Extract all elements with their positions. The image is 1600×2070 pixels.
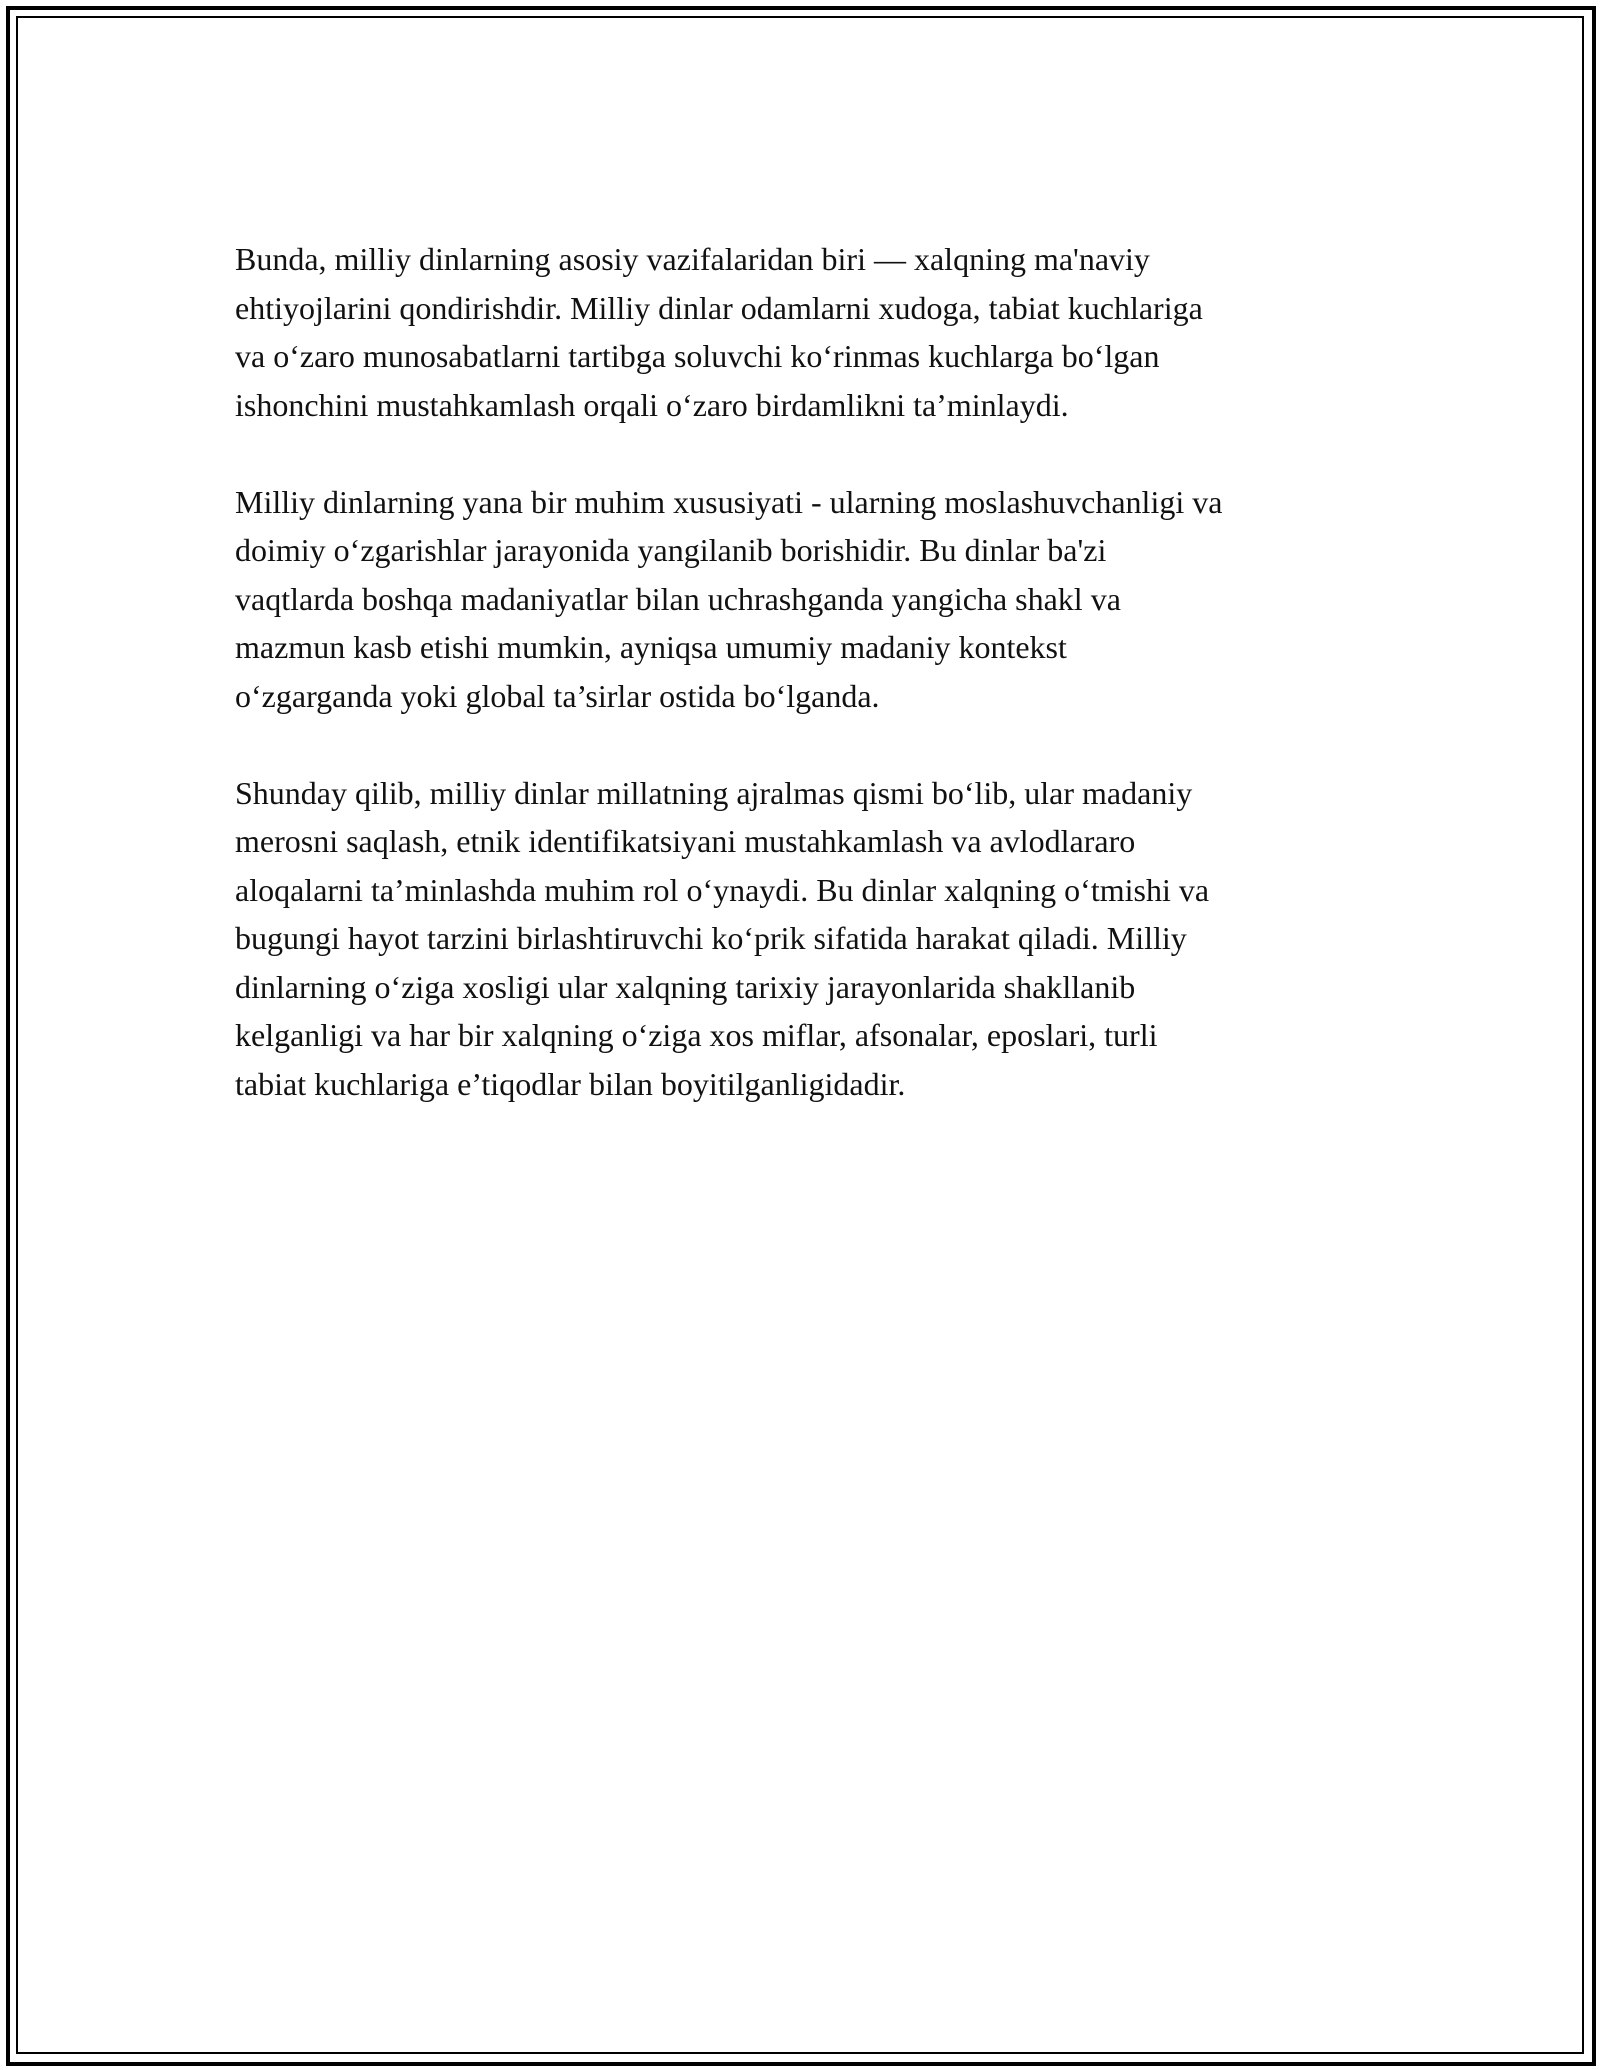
paragraph-2	[235, 478, 1395, 721]
paragraph-line: bugungi hayot tarzini birlashtiruvchi ko‘prik sifatida harakat qiladi. Milliy	[235, 920, 1187, 956]
paragraph-line: o‘zgarganda yoki global ta’sirlar ostida bo‘lganda.	[235, 677, 880, 714]
paragraph-line: kelganligi va har bir xalqning o‘ziga xos miflar, afsonalar, eposlari, turli	[235, 1017, 1158, 1053]
paragraph-line: merosni saqlash, etnik identifikatsiyani mustahkamlash va avlodlararo	[235, 823, 1136, 859]
paragraph-3	[235, 769, 1395, 1109]
paragraph-line: va o‘zaro munosabatlarni tartibga soluvchi ko‘rinmas kuchlarga bo‘lgan	[235, 338, 1160, 374]
paragraph-line: ishonchini mustahkamlash orqali o‘zaro birdamlikni ta’minlaydi.	[235, 386, 1069, 423]
document-body	[235, 235, 1395, 1157]
paragraph-line: ehtiyojlarini qondirishdir. Milliy dinlar odamlarni xudoga, tabiat kuchlariga	[235, 289, 1203, 326]
paragraph-line: vaqtlarda boshqa madaniyatlar bilan uchrashganda yangicha shakl va	[235, 580, 1121, 617]
paragraph-line: dinlarning o‘ziga xosligi ular xalqning tarixiy jarayonlarida shakllanib	[235, 968, 1136, 1005]
paragraph-line: aloqalarni ta’minlashda muhim rol o‘ynaydi. Bu dinlar xalqning o‘tmishi va	[235, 871, 1210, 908]
paragraph-line: tabiat kuchlariga e’tiqodlar bilan boyitilganligidadir.	[235, 1065, 906, 1102]
paragraph-line: mazmun kasb etishi mumkin, ayniqsa umumiy madaniy kontekst	[235, 629, 1067, 665]
paragraph-line: Bunda, milliy dinlarning asosiy vazifalaridan biri — xalqning ma'naviy	[235, 241, 1150, 277]
paragraph-line: Milliy dinlarning yana bir muhim xususiyati - ularning moslashuvchanligi va	[235, 483, 1223, 520]
paragraph-line: doimiy o‘zgarishlar jarayonida yangilanib borishidir. Bu dinlar ba'zi	[235, 532, 1107, 568]
paragraph-1	[235, 235, 1395, 429]
paragraph-line: Shunday qilib, milliy dinlar millatning ajralmas qismi bo‘lib, ular madaniy	[235, 774, 1193, 811]
